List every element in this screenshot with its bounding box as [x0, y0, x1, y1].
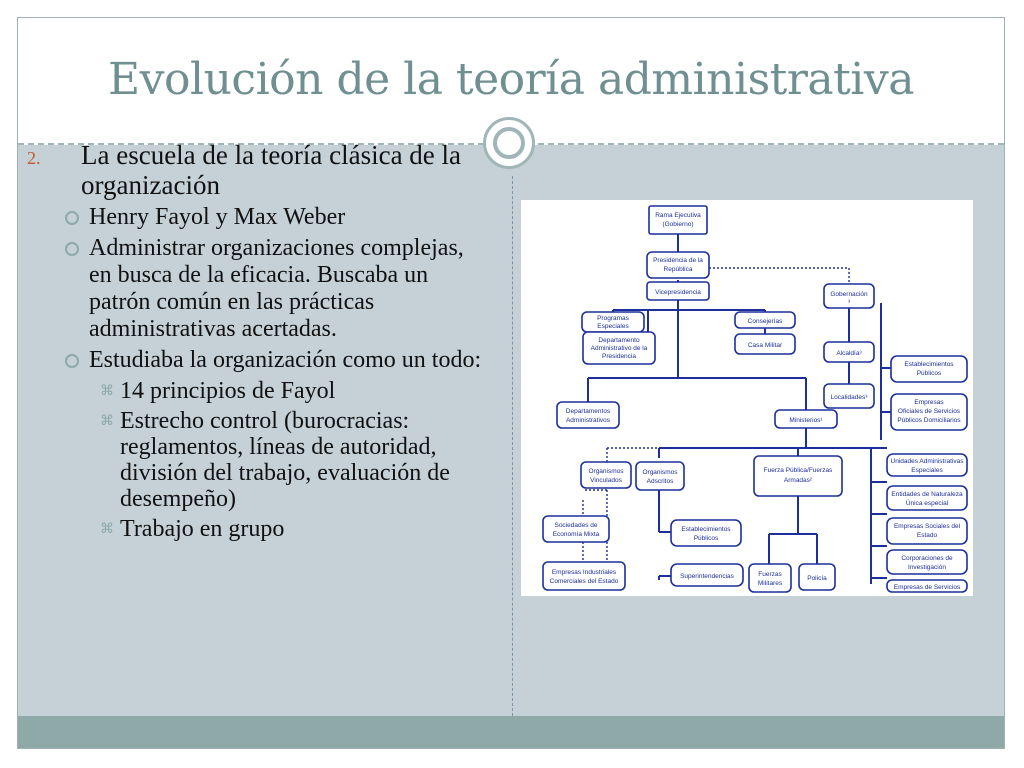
svg-text:Vinculados: Vinculados: [590, 477, 622, 484]
section-heading: [27, 140, 482, 200]
org-node-fuerzas-militares: [749, 564, 791, 592]
column-divider: [512, 176, 513, 716]
org-node-corporaciones-investigacion: [887, 550, 967, 574]
svg-text:Comerciales del Estado: Comerciales del Estado: [549, 578, 619, 585]
org-node-depto-admin-presidencia: [583, 332, 655, 364]
svg-text:Oficiales de Servicios: Oficiales de Servicios: [897, 408, 961, 415]
svg-text:Fuerzas: Fuerzas: [758, 571, 782, 578]
svg-text:Departamento: Departamento: [598, 337, 640, 344]
bullet-text: Administrar organizaciones complejas, en busca de la eficacia. Buscaba un patrón común en las prácticas administrativas acertadas.: [89, 235, 464, 342]
org-node-empresas-sociales: [887, 518, 967, 544]
ring-bullet-icon: [65, 211, 79, 225]
svg-text:³: ³: [847, 299, 851, 306]
svg-text:Públicos Domiciliarios: Públicos Domiciliarios: [897, 417, 961, 424]
org-node-casa-militar: [735, 334, 795, 354]
svg-text:Departamentos: Departamentos: [565, 408, 611, 415]
org-node-empresas-servicios-mixtas: [887, 580, 967, 592]
svg-text:Empresas Sociales del: Empresas Sociales del: [893, 523, 961, 530]
org-node-gobernacion: [824, 284, 874, 308]
sub-bullet-text: Estrecho control (burocracias: reglamentos, líneas de autoridad, división del trabajo, evaluación de desempeño): [120, 408, 450, 512]
command-bullet-icon: ⌘: [100, 414, 114, 429]
bullet-text: Estudiaba la organización como un todo:: [89, 347, 482, 373]
svg-text:Rama Ejecutiva: Rama Ejecutiva: [655, 212, 701, 219]
svg-text:Armadas²: Armadas²: [783, 477, 813, 484]
ring-bullet-icon: [65, 354, 79, 368]
svg-text:Especiales: Especiales: [597, 323, 629, 330]
svg-text:Ministerios¹: Ministerios¹: [789, 417, 823, 424]
svg-text:Presidencia: Presidencia: [602, 353, 636, 360]
svg-text:Programas: Programas: [597, 315, 629, 322]
org-node-entidades-naturaleza: [887, 486, 967, 510]
svg-text:Fuerza Pública/Fuerzas: Fuerza Pública/Fuerzas: [763, 467, 833, 474]
org-node-consejerias: [735, 312, 795, 328]
svg-text:Estado: Estado: [916, 532, 938, 539]
sub-bullet-item: [27, 516, 482, 542]
org-node-superintendencias: [671, 564, 743, 586]
sub-bullet-item: [27, 378, 482, 404]
sub-bullet-item: [27, 408, 482, 512]
svg-text:Investigación: Investigación: [908, 564, 946, 571]
org-node-unidades-administrativas: [887, 454, 967, 476]
org-node-empresas-oficiales: [891, 394, 967, 430]
svg-text:Públicos: Públicos: [916, 370, 942, 377]
org-node-rama-ejecutiva: [649, 206, 707, 234]
svg-text:Consejerías: Consejerías: [747, 318, 783, 325]
sub-bullet-text: 14 principios de Fayol: [120, 378, 336, 404]
svg-text:Casa Militar: Casa Militar: [747, 342, 783, 349]
org-node-establecimientos-publicos: [671, 520, 741, 546]
svg-text:Administrativos: Administrativos: [565, 417, 611, 424]
svg-text:Administrativo de la: Administrativo de la: [590, 345, 648, 352]
svg-text:Gobernación: Gobernación: [830, 291, 868, 298]
title-ring-ornament: [483, 117, 535, 169]
svg-text:Establecimientos: Establecimientos: [681, 526, 731, 533]
command-bullet-icon: ⌘: [100, 522, 114, 537]
org-node-fuerza-publica: [754, 456, 842, 496]
org-node-ministerios: [775, 410, 837, 428]
command-bullet-icon: ⌘: [100, 384, 114, 399]
org-node-programas-especiales: [582, 312, 644, 332]
org-node-sociedades-economia-mixta: [543, 516, 609, 542]
svg-text:Corporaciones de: Corporaciones de: [901, 555, 953, 562]
org-node-organismos-vinculados: [581, 462, 631, 488]
svg-text:República: República: [663, 266, 693, 273]
org-node-departamentos-administrativos: [557, 402, 619, 428]
org-chart-figure: [521, 200, 973, 596]
bullet-item: [27, 204, 482, 231]
org-node-policia: [799, 564, 835, 590]
svg-text:Empresas Industriales: Empresas Industriales: [551, 569, 617, 576]
sub-bullet-text: Trabajo en grupo: [120, 516, 285, 542]
org-node-alcaldia: [824, 342, 874, 362]
footer-band: [18, 716, 1004, 748]
svg-text:Presidencia de la: Presidencia de la: [653, 257, 703, 264]
svg-text:Especiales: Especiales: [911, 467, 943, 474]
svg-text:Públicos: Públicos: [693, 535, 719, 542]
svg-text:Empresas de Servicios: Empresas de Servicios: [893, 584, 961, 591]
svg-text:Adscritos: Adscritos: [646, 478, 674, 485]
svg-text:Sociedades de: Sociedades de: [554, 522, 598, 529]
section-heading-text: La escuela de la teoría clásica de la organización: [81, 140, 462, 200]
svg-text:Alcaldía³: Alcaldía³: [836, 350, 862, 357]
svg-text:Empresas: Empresas: [914, 399, 944, 406]
svg-text:Militares: Militares: [757, 580, 783, 587]
org-node-localidades: [824, 384, 874, 408]
bullet-item: [27, 235, 482, 343]
svg-text:Localidades³: Localidades³: [830, 394, 868, 401]
org-node-establecimientos-publicos-right: [891, 356, 967, 382]
org-node-vicepresidencia: [647, 282, 709, 300]
svg-text:(Gobierno): (Gobierno): [662, 221, 694, 228]
svg-text:Policía: Policía: [807, 575, 827, 582]
svg-text:Vicepresidencia: Vicepresidencia: [655, 289, 701, 296]
bullet-text: Henry Fayol y Max Weber: [89, 204, 346, 230]
svg-text:Economía Mixta: Economía Mixta: [552, 531, 600, 538]
svg-text:Única especial: Única especial: [905, 500, 949, 507]
bullet-item: [27, 347, 482, 374]
svg-text:Establecimientos: Establecimientos: [904, 361, 954, 368]
svg-text:Entidades de Naturaleza: Entidades de Naturaleza: [891, 491, 963, 498]
org-node-presidencia: [647, 252, 709, 278]
svg-text:Superintendencias: Superintendencias: [680, 573, 734, 580]
svg-text:Organismos: Organismos: [588, 468, 624, 475]
org-node-empresas-industriales: [543, 562, 625, 590]
section-number: 2.: [27, 148, 41, 168]
svg-text:Organismos: Organismos: [642, 469, 678, 476]
slide-content: [27, 140, 482, 542]
org-node-organismos-adscritos: [636, 462, 684, 490]
svg-text:Unidades Administrativas: Unidades Administrativas: [890, 458, 964, 465]
ring-bullet-icon: [65, 242, 79, 256]
slide-title: Evolución de la teoría administrativa: [108, 54, 914, 105]
